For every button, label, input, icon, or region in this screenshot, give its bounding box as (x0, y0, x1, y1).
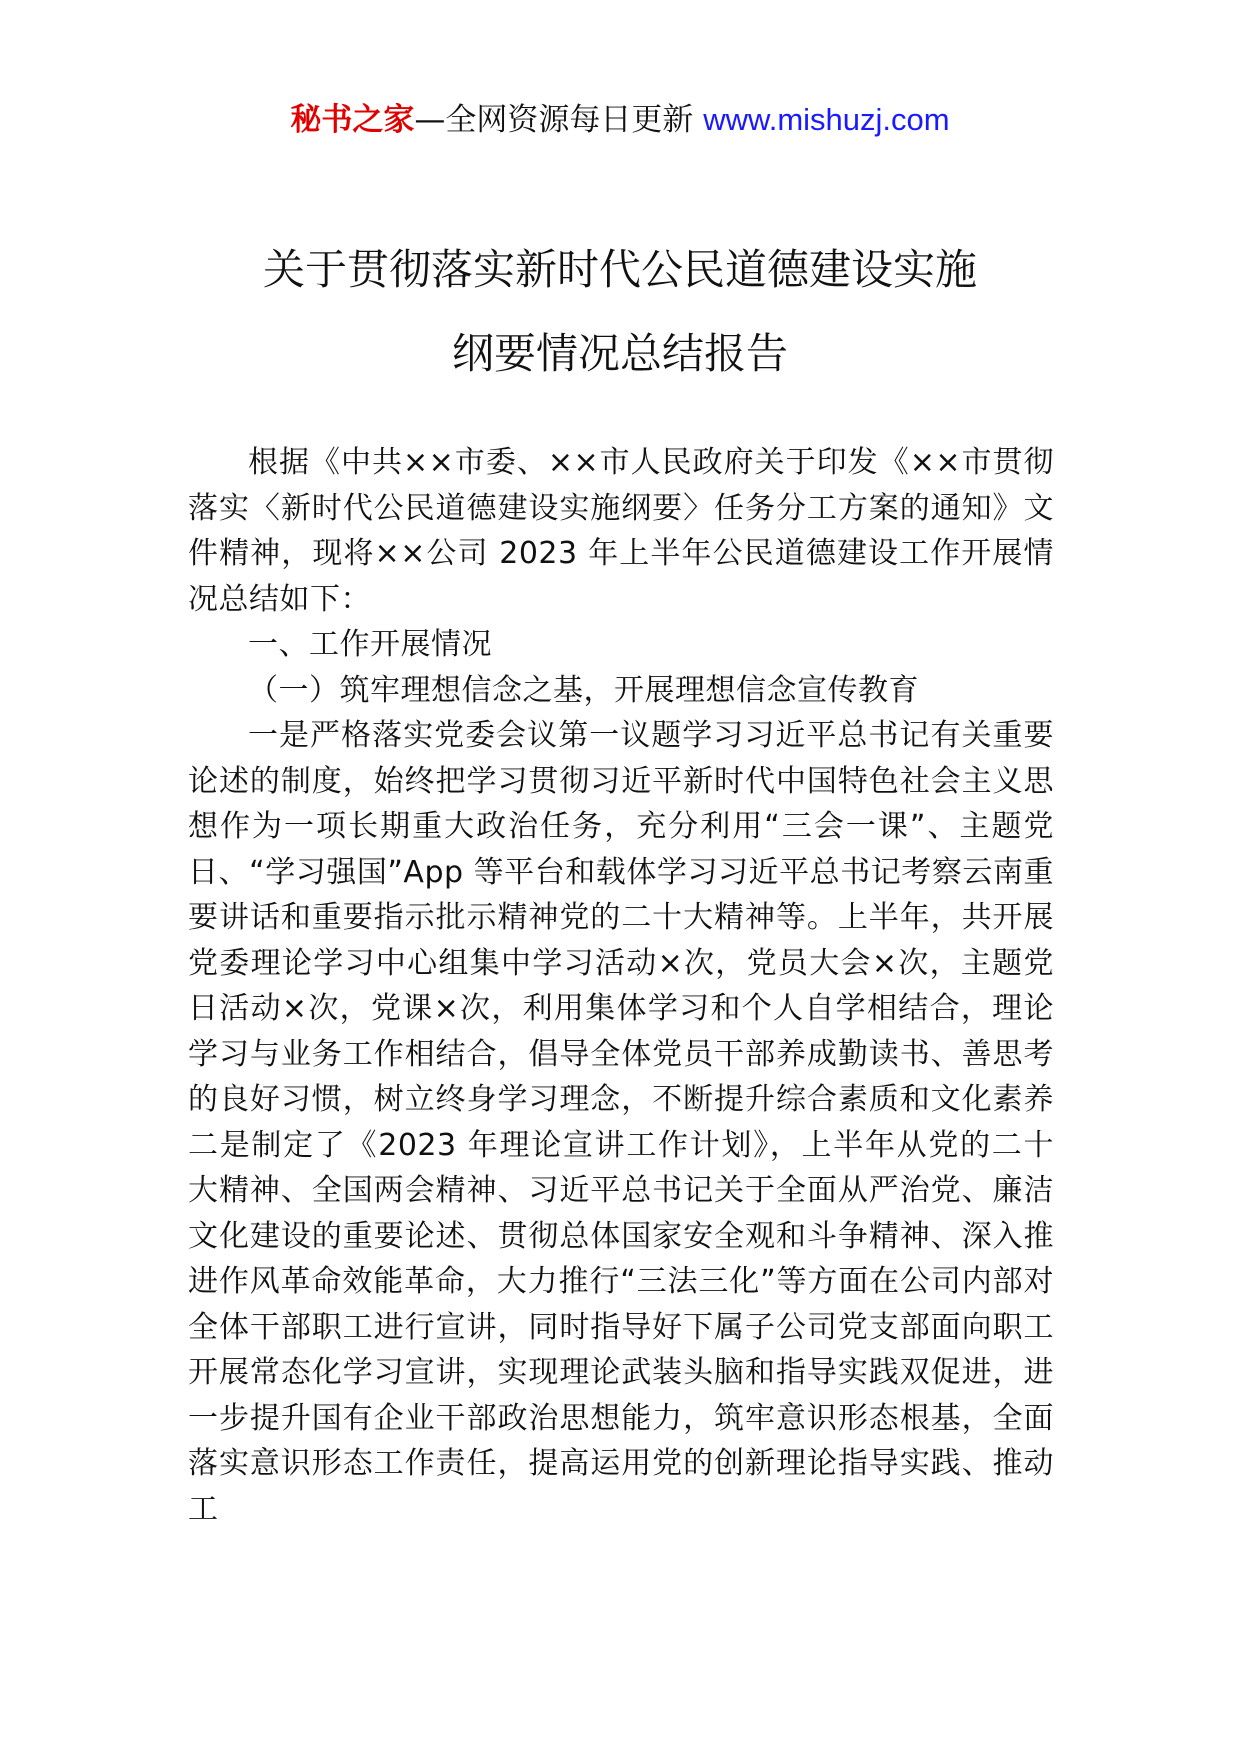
title-line-2: 纲要情况总结报告 (451, 329, 788, 378)
subsection-heading: （一）筑牢理想信念之基，开展理想信念宣传教育 (248, 672, 919, 708)
intro-paragraph: 根据《中共××市委、××市人民政府关于印发《××市贯彻落实〈新时代公民道德建设实施纲要〉任务分工方案的通知》文件精神，现将××公司 2023 年上半年公民道德建设工作开展情况总结如下： (188, 445, 1054, 617)
body-paragraph: 一是严格落实党委会议第一议题学习习近平总书记有关重要论述的制度，始终把学习贯彻习近平新时代中国特色社会主义思想作为一项长期重大政治任务，充分利用“三会一课”、主题党日、“学习强国”App 等平台和载体学习习近平总书记考察云南重要讲话和重要指示批示精神党的二十大精神等。上半年，共开展党委理论学习中心组集中学习活动×次，党员大会×次，主题党日活动×次，党课×次，利用集体学习和个人自学相结合，理论学习与业务工作相结合，倡导全体党员干部养成勤读书、善思考的良好习惯，树立终身学习理念，不断提升综合素质和文化素养二是制定了《2023 年理论宣讲工作计划》，上半年从党的二十大精神、全国两会精神、习近平总书记关于全面从严治党、廉洁文化建设的重要论述、贯彻总体国家安全观和斗争精神、深入推进作风革命效能革命，大力推行“三法三化”等方面在公司内部对全体干部职工进行宣讲，同时指导好下属子公司党支部面向职工开展常态化学习宣讲，实现理论武装头脑和指导实践双促进，进一步提升国有企业干部政治思想能力，筑牢意识形态根基，全面落实意识形态工作责任，提高运用党的创新理论指导实践、推动工 (188, 718, 1054, 1527)
site-banner (0, 100, 1240, 140)
document-body (188, 440, 1054, 1532)
document-title (150, 228, 1090, 396)
site-url-link[interactable]: www.mishuzj.com (703, 102, 950, 137)
title-line-1: 关于贯彻落实新时代公民道德建设实施 (262, 245, 977, 294)
brand-name: 秘书之家 (290, 102, 415, 138)
section-heading: 一、工作开展情况 (248, 627, 492, 662)
banner-tagline: —全网资源每日更新 (414, 102, 694, 138)
